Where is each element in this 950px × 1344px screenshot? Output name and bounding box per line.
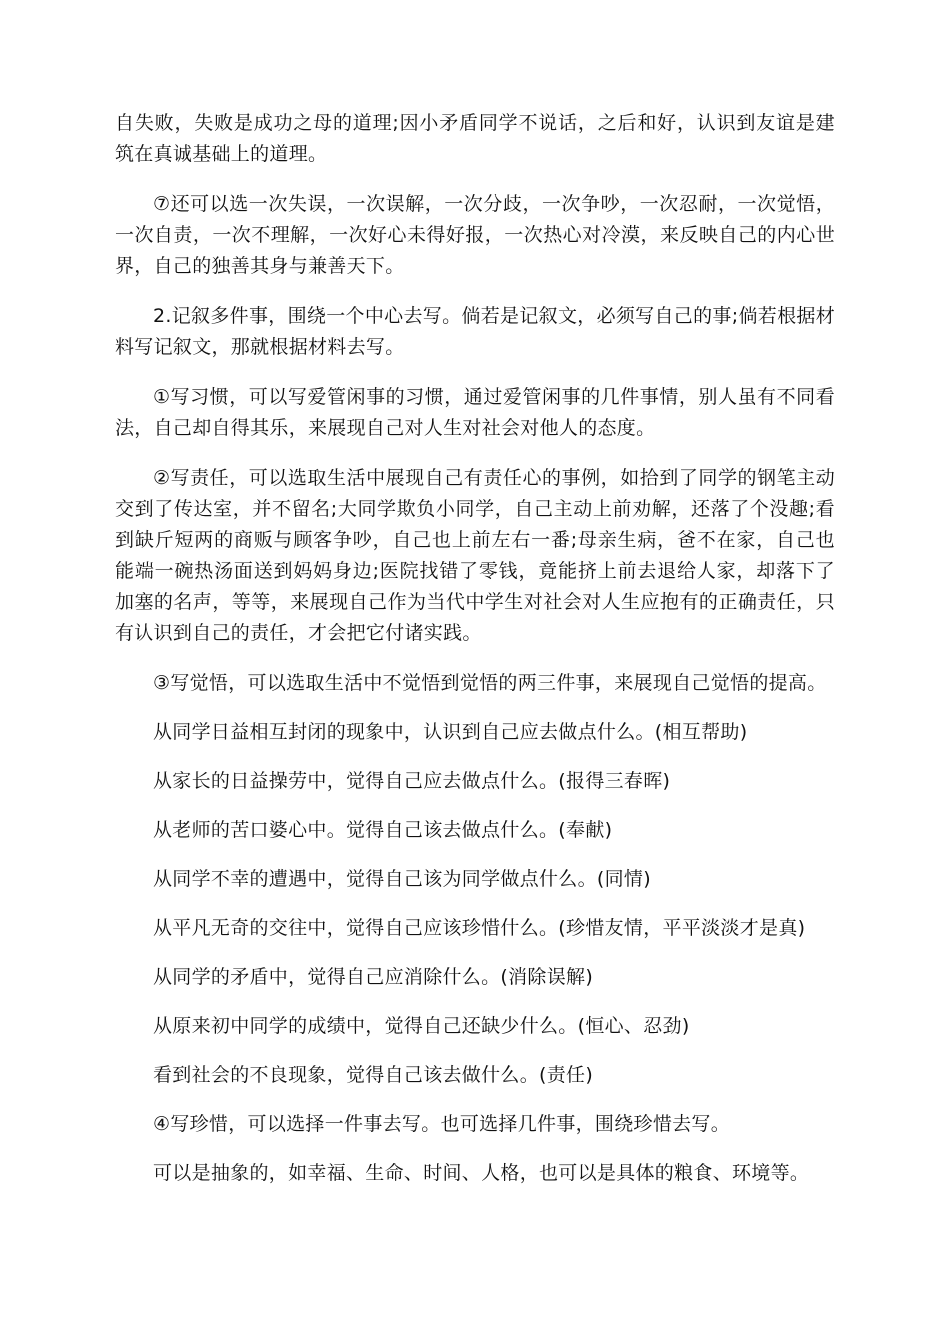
paragraph-section-2: 2.记叙多件事，围绕一个中心去写。倘若是记叙文，必须写自己的事;倘若根据材料写记叙文，那就根据材料去写。 bbox=[115, 305, 835, 358]
line-example-teacher: 从老师的苦口婆心中。觉得自己该去做点什么。(奉献) bbox=[153, 819, 613, 841]
line-cherish: ④写珍惜，可以选择一件事去写。也可选择几件事，围绕珍惜去写。 bbox=[153, 1113, 731, 1135]
line-awareness: ③写觉悟，可以选取生活中不觉悟到觉悟的两三件事，来展现自己觉悟的提高。 bbox=[153, 672, 827, 694]
line-example-friendship: 从平凡无奇的交往中，觉得自己应该珍惜什么。(珍惜友情，平平淡淡才是真) bbox=[153, 917, 806, 939]
paragraph-responsibility: ②写责任，可以选取生活中展现自己有责任心的事例，如拾到了同学的钢笔主动交到了传达室，并不留名;大同学欺负小同学，自己主动上前劝解，还落了个没趣;看到缺斤短两的商贩与顾客争吵，自己也上前左右一番;母亲生病，爸不在家，自己也能端一碗热汤面送到妈妈身边;医院找错了零钱，竟能挤上前去退给人家，却落下了加塞的名声，等等，来展现自己作为当代中学生对社会对人生应抱有的正确责任，只有认识到自己的责任，才会把它付诸实践。 bbox=[115, 467, 835, 644]
line-example-help: 从同学日益相互封闭的现象中，认识到自己应去做点什么。(相互帮助) bbox=[153, 721, 748, 743]
paragraph-failure-friendship: 自失败，失败是成功之母的道理;因小矛盾同学不说话，之后和好，认识到友谊是建筑在真诚基础上的道理。 bbox=[115, 112, 835, 165]
line-abstract-concrete: 可以是抽象的，如幸福、生命、时间、人格，也可以是具体的粮食、环境等。 bbox=[153, 1162, 810, 1184]
document-page bbox=[115, 108, 835, 1207]
line-example-perseverance: 从原来初中同学的成绩中，觉得自己还缺少什么。(恒心、忍劲) bbox=[153, 1015, 690, 1037]
line-example-society: 看到社会的不良现象，觉得自己该去做什么。(责任) bbox=[153, 1064, 594, 1086]
line-example-misunderstanding: 从同学的矛盾中，觉得自己应消除什么。(消除误解) bbox=[153, 966, 594, 988]
line-example-sympathy: 从同学不幸的遭遇中，觉得自己该为同学做点什么。(同情) bbox=[153, 868, 651, 890]
paragraph-item-7: ⑦还可以选一次失误，一次误解，一次分歧，一次争吵，一次忍耐，一次觉悟，一次自责，一次不理解，一次好心未得好报，一次热心对冷漠，来反映自己的内心世界，自己的独善其身与兼善天下。 bbox=[115, 193, 835, 277]
paragraph-habit: ①写习惯，可以写爱管闲事的习惯，通过爱管闲事的几件事情，别人虽有不同看法，自己却自得其乐，来展现自己对人生对社会对他人的态度。 bbox=[115, 386, 835, 439]
line-example-parents: 从家长的日益操劳中，觉得自己应去做点什么。(报得三春晖) bbox=[153, 770, 671, 792]
